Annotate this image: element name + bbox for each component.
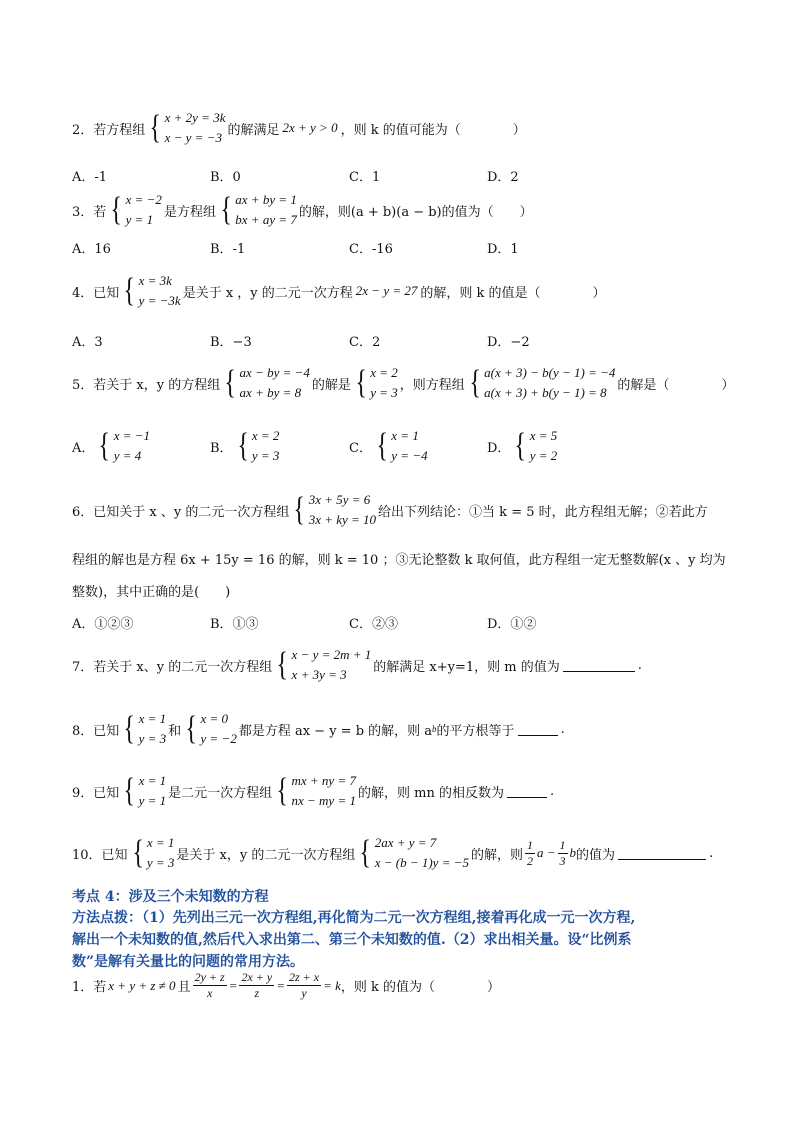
- section-tip-line-1: 方法点拨：（1）先列出三元一次方程组,再化简为二元一次方程组,接着再化成一元一次方程,: [72, 910, 636, 926]
- q2-sys-row-1: x + 2y = 3k: [164, 110, 226, 125]
- q4-mid: 是关于 x ，y 的二元一次方程: [182, 285, 353, 301]
- q5-option-b: B． { x = 2 y = 3: [210, 427, 280, 464]
- q9-mid: 是二元一次方程组: [168, 785, 273, 801]
- question-7: [72, 645, 642, 685]
- q5-sys3-row-1: a(x + 3) − b(y − 1) = −4: [484, 365, 616, 380]
- q10-mid: 是关于 x，y 的二元一次方程组: [176, 847, 356, 863]
- section-tip-line-3: 数”是解有关量比的问题的常用方法。: [72, 954, 305, 970]
- q9-sys1-row-2: y = 1: [138, 793, 167, 808]
- q5-sys2-row-2: y = 3: [370, 385, 398, 400]
- q10-answer-blank[interactable]: [618, 847, 706, 860]
- q8-answer-blank[interactable]: [518, 723, 558, 736]
- q6-sys-row-2: 3x + ky = 10: [308, 512, 377, 527]
- q3-sys1-row-2: y = 1: [125, 212, 154, 227]
- q10-system-1: { x = 1 y = 3: [131, 834, 175, 871]
- q5-c-row-1: x = 1: [391, 428, 419, 443]
- q8-system-1: { x = 1 y = 3: [123, 710, 167, 747]
- q2-option-d: D．2: [487, 170, 519, 185]
- q7-suffix: 的解满足 x+y=1，则 m 的值为: [373, 659, 560, 675]
- q3-sys1-row-1: x = −2: [125, 192, 162, 207]
- q7-end: .: [637, 657, 642, 673]
- p1-suffix: ，则 k 的值为（ ）: [340, 980, 501, 995]
- q8-system-2: { x = 0 y = −2: [185, 710, 237, 747]
- q4-prefix: 4．已知: [72, 285, 120, 301]
- q3-mid: 是方程组: [163, 204, 216, 220]
- q10-sys1-row-2: y = 3: [146, 855, 175, 870]
- q5-c-row-2: y = −4: [391, 448, 428, 463]
- q6-option-a: A．①②③: [72, 617, 134, 632]
- q3-option-c: C．-16: [349, 242, 393, 257]
- q4-suffix: 的解，则 k 的值是（ ）: [420, 285, 606, 301]
- section-title: 考点 4：涉及三个未知数的方程: [72, 889, 269, 905]
- q8-sys2-row-1: x = 0: [200, 711, 229, 726]
- p1-fraction-2: $\frac{2x + y}{z}$: [241, 970, 273, 1000]
- q5-option-c: C． { x = 1 y = −4: [349, 427, 428, 464]
- q8-exponent: b: [432, 724, 437, 734]
- q6-option-c: C．②③: [349, 617, 398, 632]
- q6-system: { 3x + 5y = 6 3x + ky = 10: [293, 491, 377, 528]
- q5-sys1-row-2: ax + by = 8: [239, 385, 302, 400]
- q5-a-row-1: x = −1: [113, 428, 151, 443]
- q2-mid: 的解满足: [227, 122, 280, 138]
- q9-end: .: [549, 783, 555, 799]
- q5-system-1: { ax − by = −4 ax + by = 8: [224, 364, 310, 401]
- q10-system-2: { 2ax + y = 7 x − (b − 1)y = −5: [359, 834, 469, 871]
- q5-mid-1: 的解是: [311, 377, 351, 393]
- question-6: [72, 490, 708, 530]
- q3-prefix: 3．若: [72, 204, 107, 220]
- q3-system-1: { x = −2 y = 1: [110, 191, 162, 228]
- q10-mid-2: 的解，则: [471, 847, 524, 863]
- q7-prefix: 7．若关于 x、y 的二元一次方程组: [72, 659, 273, 675]
- q9-system-2: { mx + ny = 7 nx − my = 1: [276, 772, 356, 809]
- q9-system-1: { x = 1 y = 1: [123, 772, 167, 809]
- q2-prefix: 2．若方程组: [72, 122, 146, 138]
- q5-sys3-row-2: a(x + 3) + b(y − 1) = 8: [484, 385, 607, 400]
- q5-prefix: 5．若关于 x，y 的方程组: [72, 377, 221, 393]
- q10-prefix: 10．已知: [72, 847, 128, 863]
- q8-sys2-row-2: y = −2: [200, 731, 237, 746]
- q4-option-b: B．−3: [210, 335, 252, 350]
- p1-condition: x + y + z ≠ 0: [108, 977, 176, 993]
- q3-option-d: D．1: [487, 242, 519, 257]
- q3-system-2: { ax + by = 1 bx + ay = 7: [220, 191, 297, 228]
- q6-line-2: 程组的解也是方程 6x + 15y = 16 的解，则 k = 10 ；③无论整数 k 取何值，此方程组一定无整数解(x 、y 均为: [72, 553, 726, 568]
- q7-answer-blank[interactable]: [563, 659, 635, 672]
- q5-option-a: A． { x = −1 y = 4: [72, 427, 151, 464]
- q10-end: .: [709, 845, 714, 861]
- q3-option-b: B．-1: [210, 242, 246, 257]
- q8-suffix: 的平方根等于: [436, 723, 515, 739]
- q8-sys1-row-1: x = 1: [138, 711, 167, 726]
- q2-condition: 2x + y > 0: [282, 120, 338, 135]
- q4-option-c: C．2: [349, 335, 381, 350]
- q4-option-a: A．3: [72, 335, 103, 350]
- q10-b-term: b: [569, 845, 577, 860]
- q4-option-d: D．−2: [487, 335, 530, 350]
- p1-mid: 且: [177, 980, 191, 995]
- q5-option-d: D． { x = 5 y = 2: [487, 427, 558, 464]
- q6-line1-suffix: 给出下列结论：①当 k = 5 时，此方程组无解；②若此方: [378, 504, 708, 520]
- q10-sys2-row-2: x − (b − 1)y = −5: [374, 855, 469, 870]
- q8-and: 和: [168, 723, 182, 739]
- q9-answer-blank[interactable]: [507, 785, 547, 798]
- p1-fraction-1: $\frac{2y + z}{x}$: [194, 970, 225, 1000]
- q3-sys2-row-2: bx + ay = 7: [235, 212, 297, 227]
- q2-option-b: B．0: [210, 170, 241, 185]
- q5-sys2-row-1: x = 2: [370, 365, 398, 380]
- q5-b-row-2: y = 3: [251, 448, 280, 463]
- q5-sys1-row-1: ax − by = −4: [239, 365, 310, 380]
- q10-suffix: 的值为: [576, 847, 616, 863]
- q5-option-b-label: B．: [210, 440, 233, 456]
- q5-d-row-2: y = 2: [529, 448, 558, 463]
- q6-line-3: 整数)，其中正确的是( ): [72, 585, 231, 600]
- q5-d-row-1: x = 5: [529, 428, 558, 443]
- q9-prefix: 9．已知: [72, 785, 120, 801]
- q9-sys2-row-1: mx + ny = 7: [291, 773, 356, 788]
- q5-system-2: { x = 2 y = 3: [355, 364, 398, 401]
- q5-system-3: { a(x + 3) − b(y − 1) = −4 a(x + 3) + b(y − 1) = 8: [469, 364, 616, 401]
- q6-option-d: D．①②: [487, 617, 537, 632]
- q6-option-b: B．①③: [210, 617, 259, 632]
- q8-mid: 都是方程 ax − y = b 的解，则 a: [238, 723, 433, 739]
- q5-option-d-label: D．: [487, 440, 511, 456]
- q9-sys2-row-2: nx − my = 1: [291, 793, 356, 808]
- q4-system: { x = 3k y = −3k: [123, 272, 181, 309]
- q5-suffix: 的解是（ ）: [617, 377, 735, 393]
- q6-prefix: 6．已知关于 x 、y 的二元一次方程组: [72, 504, 290, 520]
- q8-sys1-row-2: y = 3: [138, 731, 167, 746]
- q2-system: { x + 2y = 3k x − y = −3: [149, 109, 226, 146]
- q8-prefix: 8．已知: [72, 723, 120, 739]
- q10-fraction-third: $\frac{1}{3}$: [559, 837, 566, 868]
- p1-fraction-3: $\frac{2z + x}{y}$: [288, 970, 320, 1000]
- q5-option-a-label: A．: [72, 440, 95, 456]
- q6-sys-row-1: 3x + 5y = 6: [308, 492, 371, 507]
- practice-1: 1．若 x + y + z ≠ 0 且 $\frac{2y + z}{x}$ = $\frac{2x + y}{z}$ = $\frac{2z + x}{y}$ = k ，则 k 的值为（ ）: [72, 970, 501, 1000]
- q4-sys-row-1: x = 3k: [138, 273, 172, 288]
- q2-sys-row-2: x − y = −3: [164, 130, 222, 145]
- p1-equals-k: = k: [323, 977, 341, 993]
- q5-b-row-1: x = 2: [251, 428, 280, 443]
- p1-prefix: 1．若: [72, 980, 107, 995]
- q3-sys2-row-1: ax + by = 1: [235, 192, 297, 207]
- q10-a-term: a −: [537, 845, 556, 860]
- q10-fraction-half: $\frac{1}{2}$: [527, 837, 534, 868]
- question-10: [72, 833, 713, 873]
- question-8: [72, 709, 565, 749]
- q7-sys-row-1: x − y = 2m + 1: [291, 647, 372, 662]
- question-4: [72, 271, 606, 311]
- q10-sys2-row-1: 2ax + y = 7: [374, 835, 437, 850]
- q7-system: { x − y = 2m + 1 x + 3y = 3: [276, 646, 372, 683]
- q9-suffix: 的解，则 mn 的相反数为: [357, 785, 504, 801]
- q7-sys-row-2: x + 3y = 3: [291, 667, 347, 682]
- question-3: [72, 190, 533, 230]
- q9-sys1-row-1: x = 1: [138, 773, 167, 788]
- question-9: [72, 771, 554, 811]
- q8-end: .: [560, 721, 565, 737]
- q2-option-a: A．-1: [72, 170, 108, 185]
- q4-equation: 2x − y = 27: [355, 283, 418, 298]
- q3-suffix: 的解，则(a + b)(a − b)的值为（ ）: [298, 204, 533, 220]
- q5-mid-2: ，则方程组: [399, 377, 465, 393]
- q2-option-c: C．1: [349, 170, 381, 185]
- question-5: [72, 363, 734, 403]
- q2-suffix: ，则 k 的值可能为（ ）: [340, 122, 526, 138]
- q5-a-row-2: y = 4: [113, 448, 142, 463]
- q4-sys-row-2: y = −3k: [138, 293, 181, 308]
- q3-option-a: A．16: [72, 242, 111, 257]
- q5-option-c-label: C．: [349, 440, 372, 456]
- question-2: [72, 108, 526, 148]
- section-tip-line-2: 解出一个未知数的值,然后代入求出第二、第三个未知数的值.（2）求出相关量。设“比例系: [72, 932, 632, 948]
- q10-sys1-row-1: x = 1: [146, 835, 175, 850]
